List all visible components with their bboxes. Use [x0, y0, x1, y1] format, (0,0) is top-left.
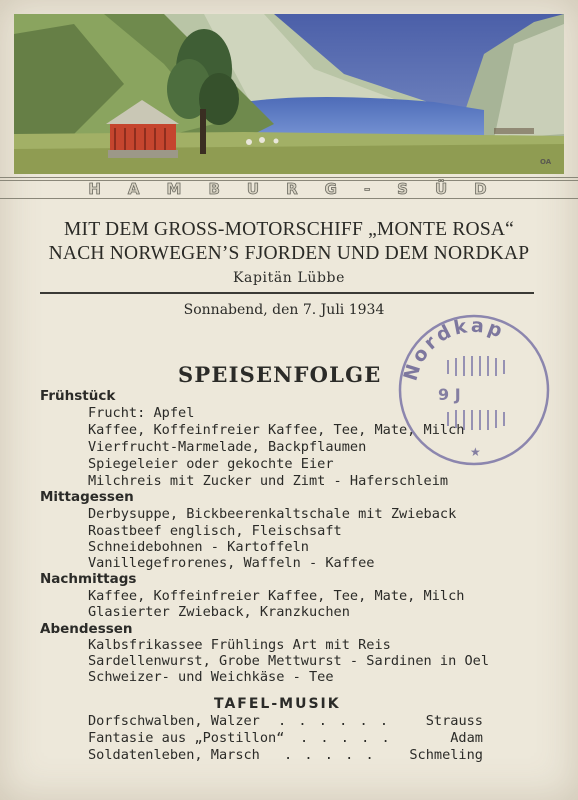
menu-item: Sardellenwurst, Grobe Mettwurst - Sardinen in Oel — [88, 653, 490, 669]
brand-band — [0, 177, 578, 199]
svg-text:Nordkap — [400, 315, 509, 384]
menu-item: Spiegeleier oder gekochte Eier — [88, 456, 334, 472]
music-composer: Adam — [450, 730, 483, 746]
section-fruehstueck: Frühstück — [40, 388, 116, 404]
brand-rule-bottom — [0, 198, 578, 199]
stamp-day: 9 J — [438, 385, 461, 404]
menu-item: Roastbeef englisch, Fleischsaft — [88, 523, 342, 539]
menu-item: Milchreis mit Zucker und Zimt - Haferschleim — [88, 473, 449, 489]
brand-name: HAMBURG-SÜD — [88, 180, 514, 198]
heading-line-1: MIT DEM GROSS-MOTORSCHIFF „MONTE ROSA“ — [63, 219, 515, 240]
music-composer: Schmeling — [409, 747, 483, 763]
menu-item: Vanillegefrorenes, Waffeln - Kaffee — [88, 555, 375, 571]
illustration-monogram: OA — [540, 158, 552, 166]
section-abendessen: Abendessen — [40, 621, 133, 637]
section-nachmittags: Nachmittags — [40, 571, 137, 587]
stamp-place: Nordkap — [399, 314, 509, 384]
menu-item: Schweizer- und Weichkäse - Tee — [88, 669, 334, 685]
music-piece: Dorfschwalben, Walzer — [88, 713, 260, 729]
section-mittagessen: Mittagessen — [40, 489, 134, 505]
music-piece: Soldatenleben, Marsch — [88, 747, 260, 763]
menu-title: SPEISENFOLGE — [178, 362, 382, 387]
music-dots: . . . . . — [284, 747, 376, 763]
menu-item: Schneidebohnen - Kartoffeln — [88, 539, 309, 555]
menu-item: Derbysuppe, Bickbeerenkaltschale mit Zwieback — [88, 506, 457, 522]
menu-item: Vierfrucht-Marmelade, Backpflaumen — [88, 439, 367, 455]
stamp-star-icon: ★ — [470, 445, 481, 459]
menu-item: Kalbsfrikassee Frühlings Art mit Reis — [88, 637, 391, 653]
music-dots: . . . . . . — [278, 713, 391, 729]
music-title: TAFEL-MUSIK — [214, 696, 341, 712]
music-piece: Fantasie aus „Postillon“ — [88, 730, 285, 746]
menu-item: Glasierter Zwieback, Kranzkuchen — [88, 604, 350, 620]
fjord-illustration — [14, 14, 564, 174]
menu-item: Kaffee, Koffeinfreier Kaffee, Tee, Mate, Milch — [88, 422, 465, 438]
menu-item: Frucht: Apfel — [88, 405, 195, 421]
menu-item: Kaffee, Koffeinfreier Kaffee, Tee, Mate, Milch — [88, 588, 465, 604]
music-composer: Strauss — [425, 713, 483, 729]
brand-rule-top — [0, 177, 578, 178]
nordkap-postmark-stamp — [394, 310, 554, 470]
menu-date: Sonnabend, den 7. Juli 1934 — [183, 302, 385, 318]
heading-line-2: NACH NORWEGEN’S FJORDEN UND DEM NORDKAP — [48, 243, 530, 264]
music-dots: . . . . . — [300, 730, 392, 746]
captain-name: Kapitän Lübbe — [232, 270, 345, 286]
heading-rule — [40, 292, 534, 294]
